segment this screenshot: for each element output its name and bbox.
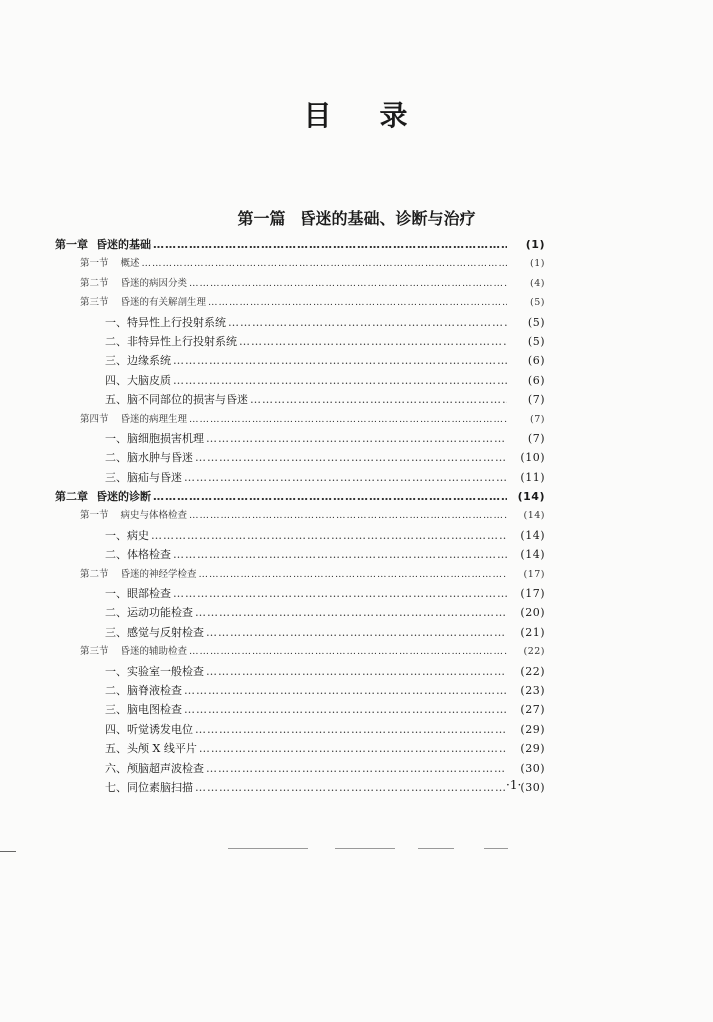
- dot-leader: [250, 393, 507, 406]
- toc-entry-title: 三、感觉与反射检查: [105, 625, 204, 639]
- toc-page-number: (22): [520, 664, 545, 678]
- table-of-contents: [55, 236, 545, 798]
- dot-leader: [199, 569, 507, 580]
- toc-page-number: (30): [520, 780, 545, 794]
- toc-page-number: (29): [520, 742, 545, 756]
- toc-entry-number: 第一节: [80, 258, 109, 270]
- toc-entry-number: 第二节: [80, 277, 109, 289]
- toc-entry-title: 三、脑疝与昏迷: [105, 470, 182, 484]
- toc-item-row: [55, 527, 545, 546]
- part-title: [0, 206, 713, 229]
- toc-entry-title: 六、颅脑超声波检查: [105, 761, 204, 775]
- toc-entry-title: 三、边缘系统: [105, 354, 171, 368]
- toc-page-number: (14): [517, 490, 545, 504]
- page-title: [0, 94, 713, 134]
- toc-page-number: (29): [520, 722, 545, 736]
- toc-entry-title: 昏迷的有关解剖生理: [120, 297, 207, 309]
- toc-item-row: [55, 333, 545, 352]
- toc-entry-number: 第三节: [80, 297, 109, 309]
- toc-page-number: (6): [527, 373, 545, 387]
- toc-page-number: (20): [520, 606, 545, 620]
- toc-entry-title: 一、病史: [105, 528, 149, 542]
- scan-line: [418, 848, 454, 849]
- dot-leader: [142, 258, 507, 269]
- dot-leader: [195, 451, 507, 464]
- dot-leader: [228, 316, 507, 329]
- dot-leader: [195, 781, 507, 794]
- page-number: ·1·: [506, 778, 522, 792]
- toc-section-row: [55, 507, 545, 526]
- toc-item-row: [55, 449, 545, 468]
- toc-page-number: (14): [520, 548, 545, 562]
- toc-page-number: (17): [523, 568, 545, 580]
- dot-leader: [184, 471, 507, 484]
- page-title-char-2: 录: [379, 99, 410, 132]
- toc-page-number: (14): [523, 510, 545, 522]
- toc-page-number: (27): [520, 703, 545, 717]
- toc-item-row: [55, 372, 545, 391]
- toc-entry-title: 昏迷的神经学检查: [120, 568, 197, 580]
- toc-item-row: [55, 682, 545, 701]
- toc-entry-title: 四、听觉诱发电位: [105, 722, 193, 736]
- toc-entry-title: 概述: [120, 258, 140, 270]
- dot-leader: [195, 606, 507, 619]
- dot-leader: [189, 646, 507, 657]
- toc-entry-title: 二、运动功能检查: [105, 606, 193, 620]
- toc-entry-title: 七、同位素脑扫描: [105, 780, 193, 794]
- dot-leader: [189, 278, 507, 289]
- dot-leader: [199, 742, 507, 755]
- dot-leader: [239, 335, 507, 348]
- toc-section-row: [55, 643, 545, 662]
- toc-item-row: [55, 740, 545, 759]
- toc-entry-number: 第一章: [55, 238, 88, 251]
- toc-page-number: (1): [530, 258, 545, 270]
- toc-item-row: [55, 430, 545, 449]
- dot-leader: [173, 548, 507, 561]
- toc-page-number: (10): [520, 451, 545, 465]
- toc-item-row: [55, 779, 545, 798]
- toc-page-number: (7): [527, 393, 545, 407]
- toc-page-number: (4): [530, 277, 545, 289]
- toc-page-number: (7): [527, 431, 545, 445]
- dot-leader: [173, 354, 507, 367]
- toc-page-number: (23): [520, 683, 545, 697]
- dot-leader: [206, 762, 507, 775]
- toc-page-number: (6): [527, 354, 545, 368]
- toc-entry-title: 昏迷的病理生理: [120, 413, 188, 425]
- toc-section-row: [55, 566, 545, 585]
- toc-entry-title: 二、脑水肿与昏迷: [105, 451, 193, 465]
- dot-leader: [151, 529, 507, 542]
- toc-entry-title: 一、实验室一般检查: [105, 664, 204, 678]
- page-title-char-1: 目: [303, 99, 334, 132]
- toc-page-number: (7): [530, 413, 545, 425]
- part-text: 昏迷的基础、诊断与治疗: [299, 209, 476, 228]
- dot-leader: [206, 665, 507, 678]
- toc-page-number: (21): [520, 625, 545, 639]
- toc-entry-title: 二、脑脊液检查: [105, 683, 182, 697]
- dot-leader: [208, 297, 507, 308]
- dot-leader: [189, 510, 507, 521]
- toc-entry-title: 昏迷的诊断: [96, 490, 151, 504]
- toc-page-number: (1): [525, 238, 545, 251]
- toc-entry-title: 昏迷的病因分类: [120, 277, 188, 289]
- dot-leader: [206, 626, 507, 639]
- toc-item-row: [55, 760, 545, 779]
- scan-line: [228, 848, 308, 849]
- toc-item-row: [55, 352, 545, 371]
- toc-entry-title: 昏迷的基础: [96, 238, 151, 251]
- scan-line: [335, 848, 395, 849]
- toc-entry-title: 五、脑不同部位的损害与昏迷: [105, 393, 248, 407]
- toc-entry-title: 三、脑电图检查: [105, 703, 182, 717]
- toc-entry-number: 第二章: [55, 490, 88, 504]
- toc-entry-number: 第四节: [80, 413, 109, 425]
- toc-item-row: [55, 624, 545, 643]
- toc-item-row: [55, 604, 545, 623]
- toc-entry-number: 第二节: [80, 568, 109, 580]
- dot-leader: [184, 703, 507, 716]
- toc-item-row: [55, 546, 545, 565]
- dot-leader: [184, 684, 507, 697]
- toc-entry-title: 二、体格检查: [105, 548, 171, 562]
- dot-leader: [153, 238, 507, 251]
- dot-leader: [153, 490, 507, 503]
- toc-entry-number: 第一节: [80, 510, 109, 522]
- toc-entry-title: 病史与体格检查: [120, 510, 188, 522]
- toc-entry-title: 二、非特异性上行投射系统: [105, 334, 237, 348]
- toc-page-number: (30): [520, 761, 545, 775]
- toc-item-row: [55, 701, 545, 720]
- toc-item-row: [55, 469, 545, 488]
- dot-leader: [173, 587, 507, 600]
- dot-leader: [189, 414, 507, 425]
- toc-entry-title: 昏迷的辅助检查: [120, 646, 188, 658]
- toc-entry-title: 一、脑细胞损害机理: [105, 431, 204, 445]
- toc-entry-title: 五、头颅 X 线平片: [105, 742, 197, 756]
- toc-page-number: (5): [530, 297, 545, 309]
- toc-entry-title: 一、眼部检查: [105, 587, 171, 601]
- toc-item-row: [55, 585, 545, 604]
- toc-item-row: [55, 314, 545, 333]
- toc-item-row: [55, 663, 545, 682]
- toc-page-number: (5): [527, 334, 545, 348]
- dot-leader: [206, 432, 507, 445]
- toc-section-row: [55, 255, 545, 274]
- dot-leader: [173, 374, 507, 387]
- toc-section-row: [55, 411, 545, 430]
- part-label: 第一篇: [237, 209, 286, 228]
- toc-page-number: (17): [520, 587, 545, 601]
- toc-entry-title: 四、大脑皮质: [105, 373, 171, 387]
- toc-entry-number: 第三节: [80, 646, 109, 658]
- toc-item-row: [55, 721, 545, 740]
- dot-leader: [195, 723, 507, 736]
- toc-chapter-row: [55, 488, 545, 507]
- toc-section-row: [55, 294, 545, 313]
- toc-entry-title: 一、特异性上行投射系统: [105, 315, 226, 329]
- toc-section-row: [55, 275, 545, 294]
- scan-mark: [0, 851, 16, 852]
- toc-page-number: (11): [520, 470, 545, 484]
- toc-chapter-row: [55, 236, 545, 255]
- toc-item-row: [55, 391, 545, 410]
- toc-page-number: (22): [523, 646, 545, 658]
- toc-page-number: (5): [527, 315, 545, 329]
- scan-line: [484, 848, 508, 849]
- toc-page-number: (14): [520, 528, 545, 542]
